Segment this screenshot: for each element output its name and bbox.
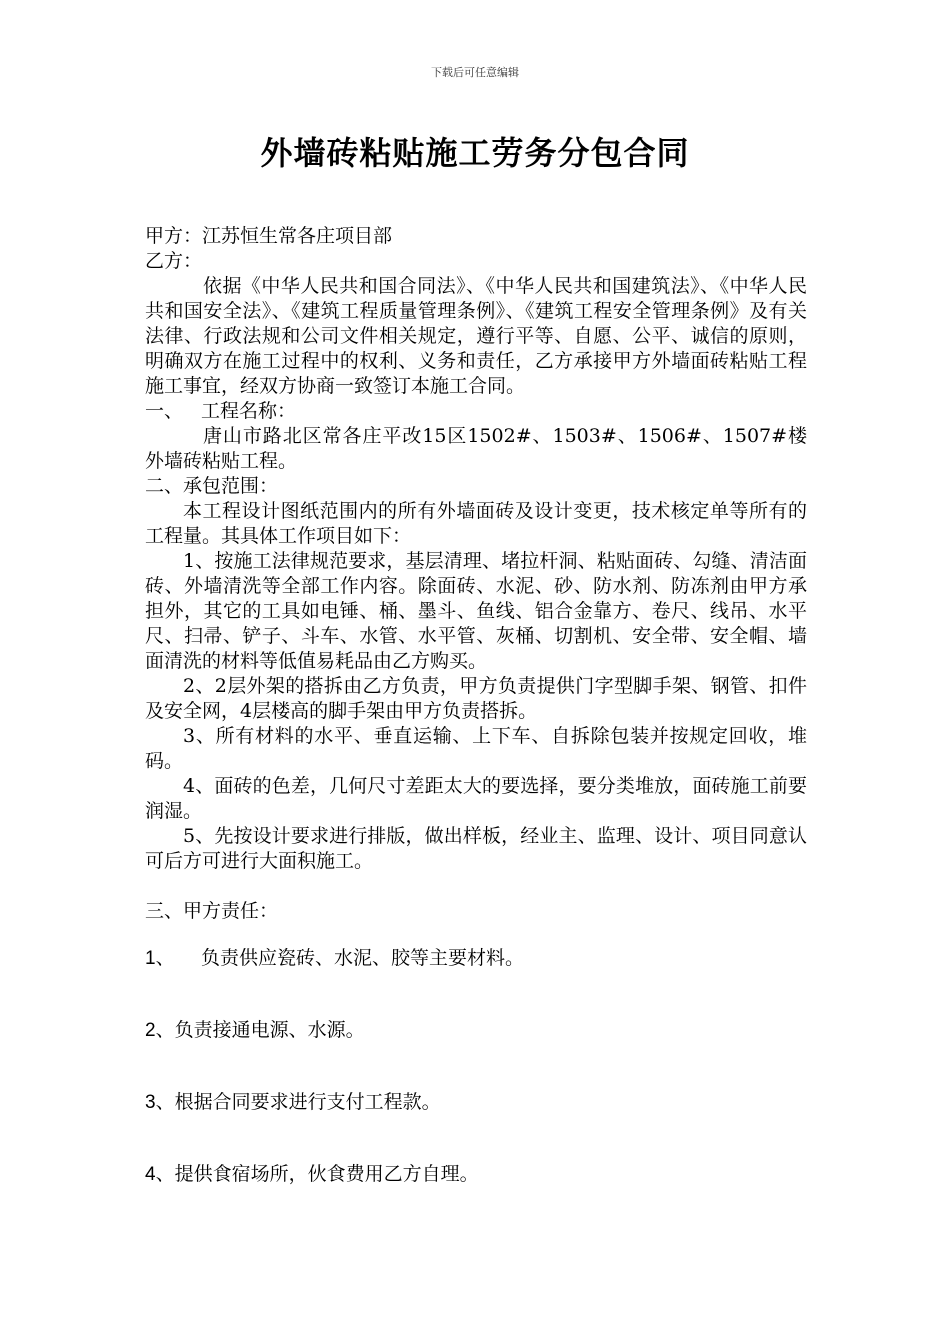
section1-content: 唐山市路北区常各庄平改15区1502#、1503#、1506#、1507#楼外墙砖粘贴工程。 — [145, 425, 807, 472]
party-a-line: 甲方：江苏恒生常各庄项目部 — [145, 225, 393, 247]
section1-title: 工程名称： — [201, 400, 297, 422]
section1-heading — [145, 399, 825, 424]
section2-item-2: 2、2层外架的搭拆由乙方负责，甲方负责提供门字型脚手架、钢管、扣件及安全网，4层楼高的脚手架由甲方负责搭拆。 — [145, 675, 807, 722]
section3-heading: 三、甲方责任： — [145, 900, 279, 922]
preamble-paragraph: 依据《中华人民共和国合同法》、《中华人民共和国建筑法》、《中华人民共和国安全法》、《建筑工程质量管理条例》、《建筑工程安全管理条例》及有关法律、行政法规和公司文件相关规定，遵行平等、自愿、公平、诚信的原则，明确双方在施工过程中的权利、义务和责任，乙方承接甲方外墙面砖粘贴工程施工事宜，经双方协商一致签订本施工合同。 — [145, 275, 807, 397]
section2-item-3: 3、所有材料的水平、垂直运输、上下车、自拆除包装并按规定回收，堆码。 — [145, 725, 807, 772]
section3-item-4: 4、提供食宿场所，伙食费用乙方自理。 — [145, 1164, 479, 1185]
section2-heading: 二、承包范围： — [145, 475, 279, 497]
document-title: 外墙砖粘贴施工劳务分包合同 — [260, 134, 690, 172]
section1-number: 一、 — [145, 400, 184, 422]
party-b-line: 乙方： — [145, 250, 203, 272]
section3-item-2: 2、负责接通电源、水源。 — [145, 1020, 365, 1041]
section3-item-1-text: 负责供应瓷砖、水泥、胶等主要材料。 — [201, 948, 525, 969]
section3-item-3: 3、根据合同要求进行支付工程款。 — [145, 1092, 441, 1113]
header-note: 下载后可任意编辑 — [431, 66, 519, 79]
section2-intro: 本工程设计图纸范围内的所有外墙面砖及设计变更，技术核定单等所有的工程量。其具体工作项目如下： — [145, 500, 807, 547]
section2-item-5: 5、先按设计要求进行排版，做出样板，经业主、监理、设计、项目同意认可后方可进行大面积施工。 — [145, 825, 807, 872]
section2-item-4: 4、面砖的色差，几何尺寸差距太大的要选择，要分类堆放，面砖施工前要润湿。 — [145, 775, 807, 822]
section2-item-1: 1、按施工法律规范要求，基层清理、堵拉杆洞、粘贴面砖、勾缝、清洁面砖、外墙清洗等全部工作内容。除面砖、水泥、砂、防水剂、防冻剂由甲方承担外，其它的工具如电锤、桶、墨斗、鱼线、铝合金靠方、卷尺、线吊、水平尺、扫帚、铲子、斗车、水管、水平管、灰桶、切割机、安全带、安全帽、墙面清洗的材料等低值易耗品由乙方购买。 — [145, 550, 807, 672]
section3-item-1 — [145, 946, 825, 971]
section3-item-1-number: 1、 — [145, 948, 175, 969]
contract-body — [145, 224, 825, 1187]
blank-line — [145, 874, 825, 899]
